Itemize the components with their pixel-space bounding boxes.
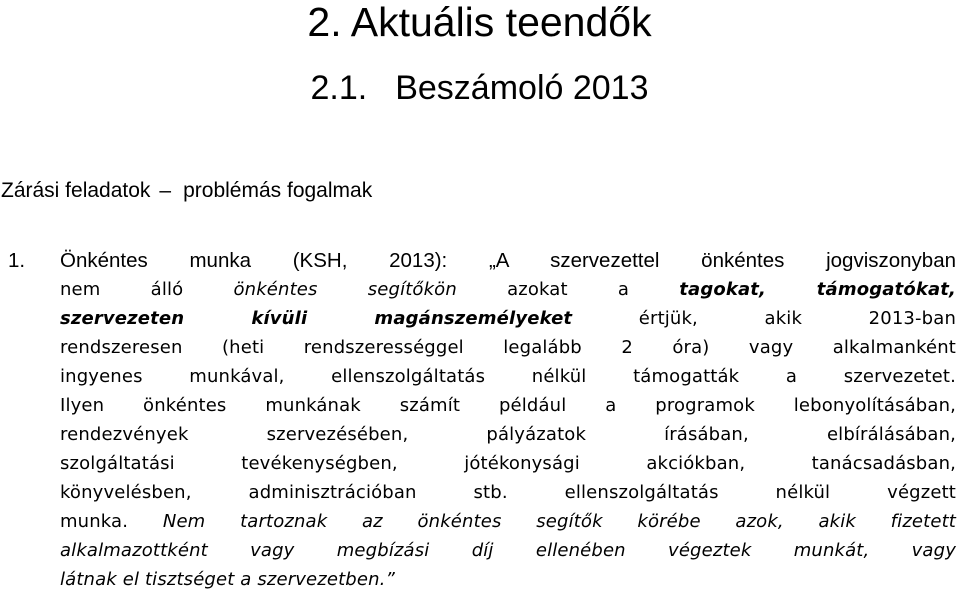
line-text-bold-italic: tagokat, támogatókat,: [679, 279, 957, 300]
paragraph-line: rendszeresen (heti rendszerességgel legalább 2 óra) vagy alkalmanként: [60, 337, 956, 358]
subtitle-text: Beszámoló 2013: [395, 69, 649, 107]
section-subtitle: [0, 64, 959, 112]
line-text-bold-italic: szervezeten kívüli magánszemélyeket: [60, 308, 573, 329]
section-label-bold: Zárási feladatok: [1, 179, 151, 202]
paragraph-line: [8, 275, 956, 304]
paragraph-line: [8, 304, 956, 333]
definition-paragraph: [8, 246, 956, 594]
line-text-italic: látnak el tisztséget a szervezetben.”: [60, 569, 396, 590]
line-text: értjük, akik 2013-ban: [638, 308, 956, 329]
line-text: munka.: [60, 511, 129, 532]
line-text: nem álló: [60, 279, 184, 300]
list-number: 1.: [8, 249, 26, 272]
line-text: „A szervezettel önkéntes jogviszonyban: [488, 249, 957, 272]
line-text-italic: Nem tartoznak az önkéntes segítők körébe azok, akik fizetett: [162, 511, 956, 532]
line-text-italic: alkalmazottként vagy megbízási díj ellenében végeztek munkát, vagy: [60, 540, 956, 561]
subtitle-number: 2.1.: [310, 69, 368, 107]
paragraph-line: ingyenes munkával, ellenszolgáltatás nélkül támogatták a szervezetet.: [60, 366, 956, 387]
paragraph-line: [8, 565, 956, 594]
section-label: [1, 176, 372, 206]
paragraph-line: [8, 536, 956, 565]
line-text-italic: önkéntes segítőkön: [233, 279, 457, 300]
paragraph-line: [8, 507, 956, 536]
paragraph-line: rendezvények szervezésében, pályázatok írásában, elbírálásában,: [60, 424, 956, 445]
paragraph-line: Ilyen önkéntes munkának számít például a programok lebonyolításában,: [60, 395, 956, 416]
definition-term: Önkéntes munka (KSH, 2013):: [60, 249, 448, 272]
paragraph-line: szolgáltatási tevékenységben, jótékonysági akciókban, tanácsadásban,: [60, 453, 956, 474]
section-label-rest: problémás fogalmak: [183, 179, 373, 202]
paragraph-line: könyvelésben, adminisztrációban stb. ellenszolgáltatás nélkül végzett: [60, 482, 956, 503]
section-label-dash: –: [159, 179, 172, 202]
line-text: azokat a: [507, 279, 630, 300]
page-title: 2. Aktuális teendők: [307, 0, 652, 45]
paragraph-line: [8, 246, 956, 275]
